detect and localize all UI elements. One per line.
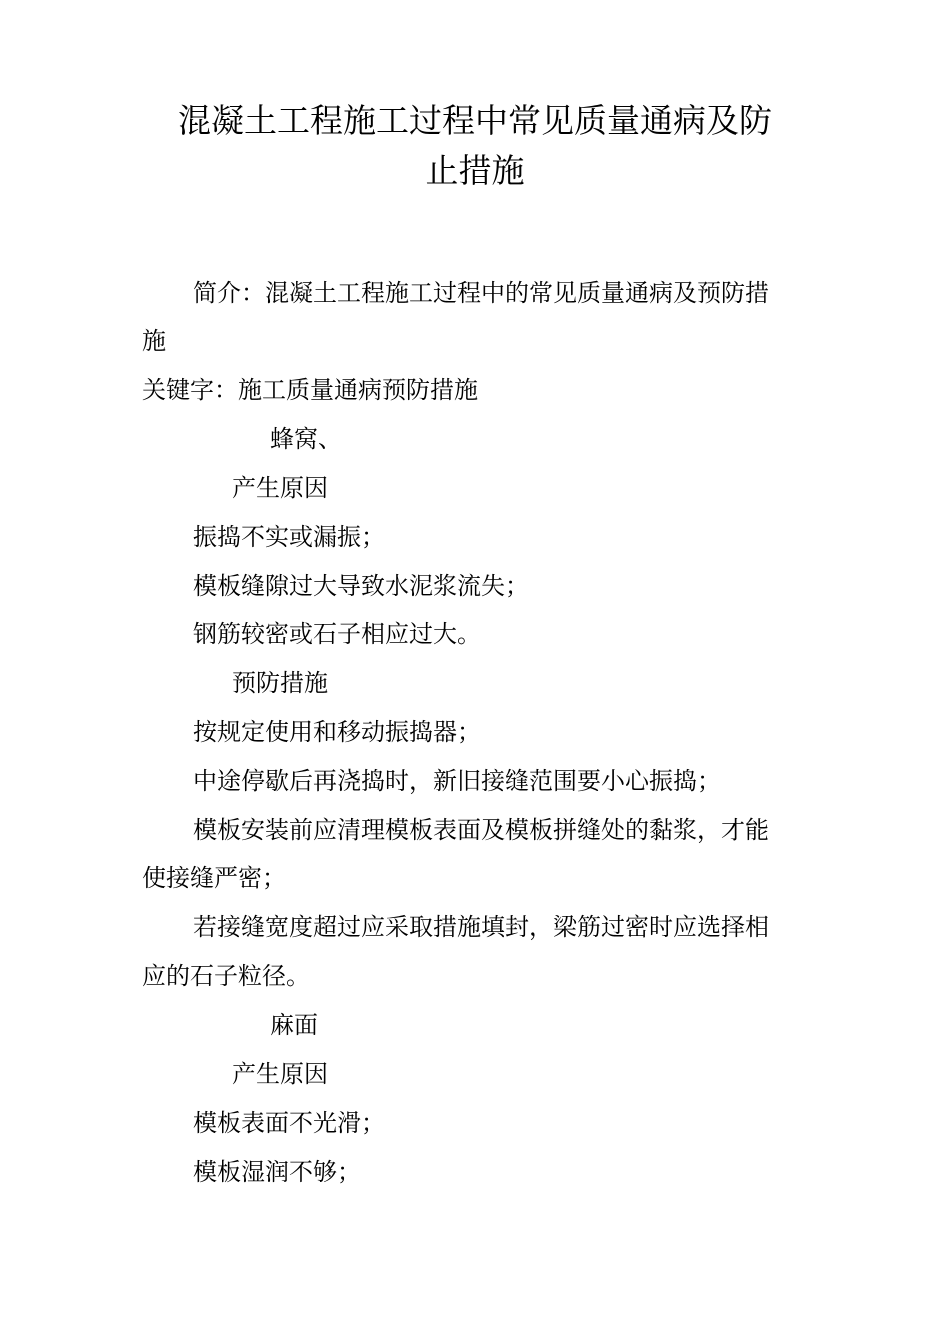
cause-item: 模板表面不光滑； (193, 1109, 385, 1137)
intro-paragraph-line-2: 施 (142, 327, 166, 355)
document-title-line-1: 混凝土工程施工过程中常见质量通病及防 (178, 101, 772, 140)
prevention-item-line-1: 若接缝宽度超过应采取措施填封，梁筋过密时应选择相 (193, 913, 769, 941)
prevention-item: 按规定使用和移动振捣器； (193, 718, 481, 746)
cause-item: 模板缝隙过大导致水泥浆流失； (193, 572, 529, 600)
cause-item: 模板湿润不够； (193, 1158, 361, 1186)
prevention-item-line-1: 模板安装前应清理模板表面及模板拼缝处的黏浆，才能 (193, 816, 769, 844)
section-heading-pitting: 麻面 (270, 1011, 318, 1039)
prevention-item: 中途停歇后再浇捣时，新旧接缝范围要小心振捣； (193, 767, 721, 795)
keywords-line: 关键字：施工质量通病预防措施 (142, 376, 478, 404)
cause-item: 钢筋较密或石子相应过大。 (193, 620, 481, 648)
prevention-item-line-2: 应的石子粒径。 (142, 962, 310, 990)
prevention-item-line-2: 使接缝严密； (142, 864, 286, 892)
document-title-line-2: 止措施 (425, 151, 525, 190)
subheading-causes: 产生原因 (232, 1060, 328, 1088)
cause-item: 振捣不实或漏振； (193, 523, 385, 551)
subheading-prevention: 预防措施 (232, 669, 328, 697)
section-heading-honeycomb: 蜂窝、 (270, 425, 342, 453)
subheading-causes: 产生原因 (232, 474, 328, 502)
intro-paragraph-line-1: 简介：混凝土工程施工过程中的常见质量通病及预防措 (193, 279, 769, 307)
